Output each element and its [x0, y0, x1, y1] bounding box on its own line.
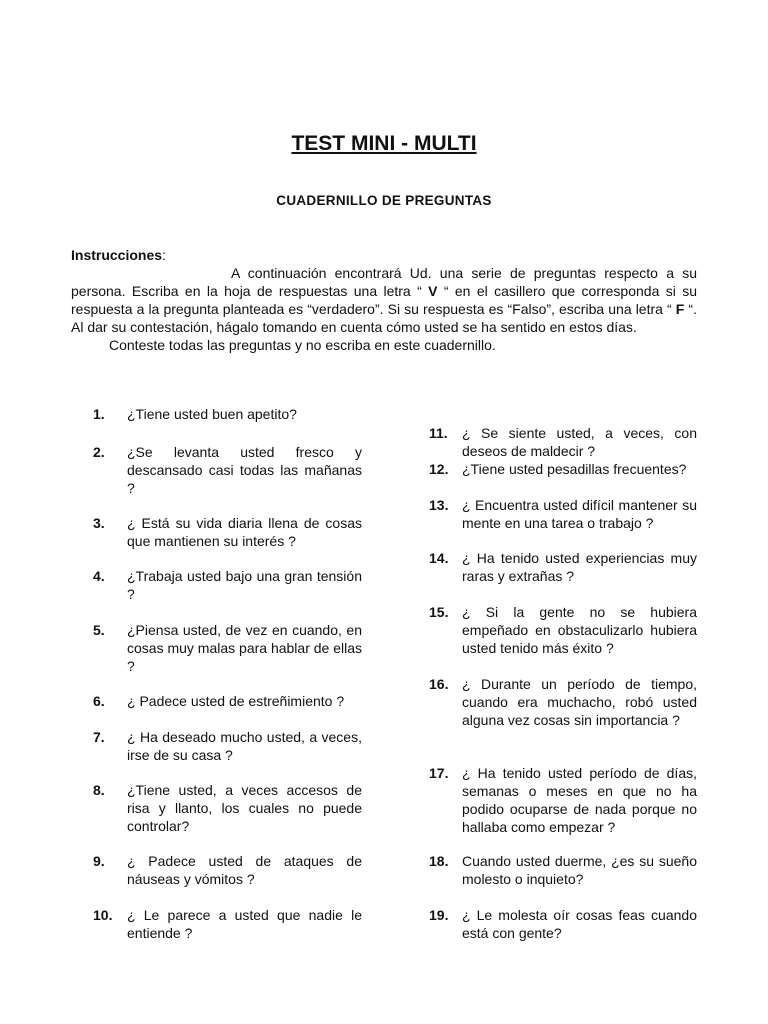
question-number: 16.: [429, 676, 449, 692]
question-item: [93, 567, 362, 603]
question-text: ¿Se levanta usted fresco y descansado casi todas las mañanas ?: [127, 444, 362, 496]
question-item: [93, 781, 362, 835]
question-text: ¿ Durante un período de tiempo, cuando era muchacho, robó usted alguna vez cosas sin importancia ?: [462, 676, 697, 728]
question-number: 3.: [93, 515, 105, 531]
question-text: ¿ Ha deseado mucho usted, a veces, irse de su casa ?: [127, 729, 362, 763]
question-number: 12.: [429, 461, 449, 477]
true-letter: V: [428, 283, 438, 299]
question-text: ¿Tiene usted pesadillas frecuentes?: [462, 461, 687, 477]
question-number: 17.: [429, 765, 449, 781]
question-item: [93, 906, 362, 942]
question-number: 5.: [93, 622, 105, 638]
false-letter: F: [675, 301, 685, 317]
question-text: ¿ Padece usted de estreñimiento ?: [127, 693, 345, 709]
question-item: [429, 460, 697, 478]
question-text: ¿ Ha tenido usted experiencias muy raras y extrañas ?: [462, 550, 697, 584]
question-item: [93, 852, 362, 888]
question-item: [429, 852, 697, 888]
question-number: 10.: [93, 907, 113, 923]
question-text: ¿ Encuentra usted difícil mantener su mente en una tarea o trabajo ?: [462, 497, 697, 531]
question-text: ¿ Le molesta oír cosas feas cuando está con gente?: [462, 907, 697, 941]
question-number: 19.: [429, 907, 449, 923]
instructions-text-a: A continuación encontrará Ud. una serie de preguntas respecto a su persona. Escriba en la hoja de respuestas una letra “: [71, 265, 697, 299]
instructions-body: [71, 264, 697, 354]
question-number: 11.: [429, 425, 448, 441]
question-item: [93, 692, 362, 710]
questions-column-right: [429, 424, 697, 984]
question-number: 7.: [93, 729, 105, 745]
question-number: 2.: [93, 444, 105, 460]
question-item: [93, 443, 362, 497]
instructions-text-b: “ en el casillero que corresponda si su respuesta a la pregunta planteada es “verdadero”. Si su respuesta es “Falso”, escriba una letra “: [71, 283, 697, 317]
question-item: [429, 675, 697, 729]
question-item: [429, 496, 697, 532]
question-item: [429, 603, 697, 657]
question-number: 15.: [429, 604, 449, 620]
question-number: 9.: [93, 853, 105, 869]
question-item: [429, 764, 697, 836]
document-title: TEST MINI - MULTI: [291, 132, 477, 155]
question-item: [429, 424, 697, 460]
question-number: 1.: [93, 406, 105, 422]
instructions-colon: :: [162, 247, 166, 263]
question-item: [429, 549, 697, 585]
question-item: [429, 906, 697, 942]
question-text: ¿ Padece usted de ataques de náuseas y vómitos ?: [127, 853, 362, 887]
question-text: ¿Piensa usted, de vez en cuando, en cosas muy malas para hablar de ellas ?: [127, 622, 363, 674]
question-text: Cuando usted duerme, ¿es su sueño molesto o inquieto?: [462, 853, 697, 887]
question-number: 4.: [93, 568, 105, 584]
question-text: ¿ Ha tenido usted período de días, semanas o meses en que no ha podido ocuparse de nada porque no hallaba como empezar ?: [462, 765, 697, 835]
question-number: 8.: [93, 782, 105, 798]
question-number: 14.: [429, 550, 449, 566]
question-item: [93, 514, 362, 550]
instructions-paragraph-1: [71, 264, 697, 336]
question-text: ¿ Se siente usted, a veces, con deseos de maldecir ?: [462, 425, 697, 459]
instructions-label: Instrucciones: [71, 247, 163, 263]
question-text: ¿Tiene usted buen apetito?: [127, 406, 297, 422]
question-text: ¿ Si la gente no se hubiera empeñado en obstaculizarlo hubiera usted tenido más éxito ?: [462, 604, 697, 656]
question-text: ¿Tiene usted, a veces accesos de risa y llanto, los cuales no puede controlar?: [127, 782, 362, 834]
question-number: 6.: [93, 693, 105, 709]
instructions-paragraph-2: Conteste todas las preguntas y no escriba en este cuadernillo.: [109, 337, 496, 353]
question-text: ¿ Le parece a usted que nadie le entiende ?: [127, 907, 362, 941]
question-item: [93, 728, 362, 764]
question-number: 18.: [429, 853, 449, 869]
question-number: 13.: [429, 497, 449, 513]
instructions-heading: [71, 247, 166, 263]
question-item: [93, 621, 362, 675]
question-text: ¿Trabaja usted bajo una gran tensión ?: [127, 568, 362, 602]
question-text: ¿ Está su vida diaria llena de cosas que mantienen su interés ?: [127, 515, 362, 549]
questions-column-left: [93, 405, 362, 965]
instructions-text-c: “. Al dar su contestación, hágalo tomando en cuenta cómo usted se ha sentido en estos días.: [71, 301, 697, 335]
question-item: [93, 405, 362, 423]
document-subtitle: CUADERNILLO DE PREGUNTAS: [276, 193, 492, 208]
